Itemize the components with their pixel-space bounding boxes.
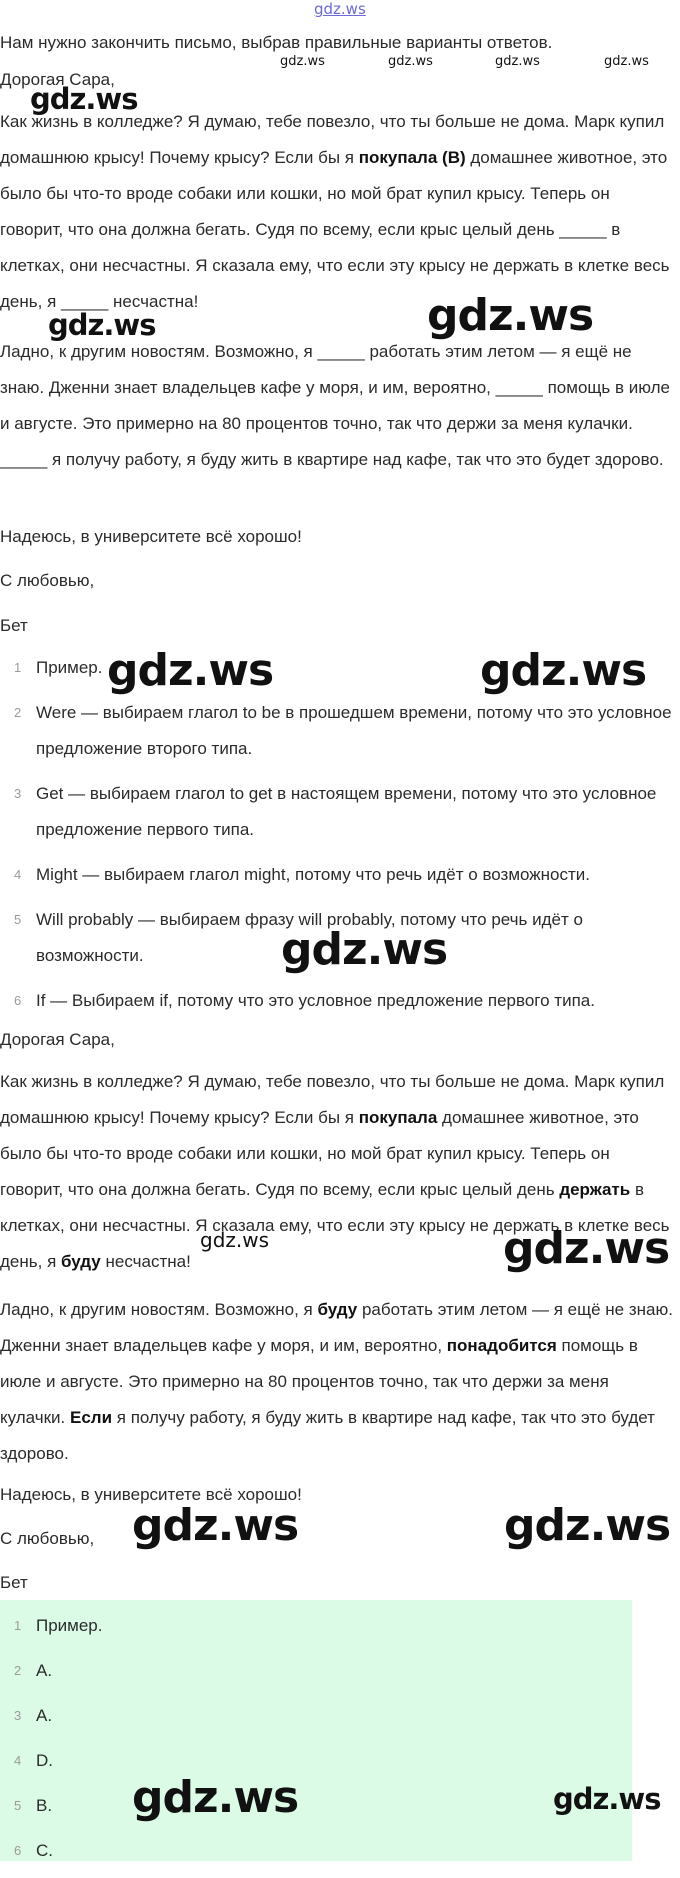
watermark[interactable]: gdz.ws — [504, 1500, 671, 1551]
explanation-item — [0, 776, 676, 848]
item-number: 1 — [14, 660, 22, 675]
watermark[interactable]: gdz.ws — [604, 54, 649, 69]
letter2-paragraph-2: Ладно, к другим новостям. Возможно, я буду работать этим летом — я ещё не знаю. Дженни знает владельцев кафе у моря, и им, вероятно, понадобится помощь в июле и августе. Это примерно на 80 процентов точно, так что держи за меня кулачки. Если я получу работу, я буду жить в квартире над кафе, так что это будет здорово. — [0, 1300, 673, 1463]
letter1-paragraph-1: Как жизнь в колледже? Я думаю, тебе повезло, что ты больше не дома. Марк купил домашнюю крысу! Почему крысу? Если бы я покупала (B) домашнее животное, это было бы что-то вроде собаки или кошки, но мой брат купил крысу. Теперь он говорит, что она должна бегать. Судя по всему, если крыс целый день _____ в клетках, они несчастны. Я сказала ему, что если эту крысу не держать в клетке весь день, я _____ несчастна! — [0, 112, 670, 311]
watermark[interactable]: gdz.ws — [107, 645, 274, 696]
watermark[interactable]: gdz.ws — [503, 1223, 670, 1274]
item-text: B. — [36, 1796, 53, 1815]
item-number: 1 — [14, 1618, 22, 1633]
item-text: Might — выбираем глагол might, потому что речь идёт о возможности. — [36, 865, 591, 884]
answer-item — [0, 1653, 676, 1689]
watermark[interactable]: gdz.ws — [132, 1772, 299, 1823]
answer-item — [0, 1608, 676, 1644]
watermark[interactable]: gdz.ws — [427, 290, 594, 341]
item-text: Пример. — [36, 658, 103, 677]
letter2-paragraph-1: Как жизнь в колледже? Я думаю, тебе повезло, что ты больше не дома. Марк купил домашнюю крысу! Почему крысу? Если бы я покупала домашнее животное, это было бы что-то вроде собаки или кошки, но мой брат купил крысу. Теперь он говорит, что она должна бегать. Судя по всему, если крыс целый день держать в клетках, они несчастны. Я сказала ему, что если эту крысу не держать в клетке весь день, я буду несчастна! — [0, 1072, 670, 1271]
watermark[interactable]: gdz.ws — [48, 308, 156, 342]
letter1-closing: С любовью, — [0, 571, 95, 590]
answers-list — [0, 1608, 676, 1878]
item-number: 5 — [14, 912, 22, 927]
item-number: 3 — [14, 1708, 22, 1723]
letter1-greeting: Дорогая Сара, — [0, 70, 115, 89]
item-text: Will probably — выбираем фразу will probably, потому что речь идёт о возможности. — [36, 910, 583, 965]
item-text: D. — [36, 1751, 53, 1770]
watermark[interactable]: gdz.ws — [132, 1500, 299, 1551]
watermark[interactable]: gdz.ws — [281, 924, 448, 975]
explanation-item — [0, 857, 676, 893]
answer-item — [0, 1743, 676, 1779]
letter1-paragraph-2: Ладно, к другим новостям. Возможно, я _____ работать этим летом — я ещё не знаю. Дженни знает владельцев кафе у моря, и им, вероятно, _____ помощь в июле и августе. Это примерно на 80 процентов точно, так что держи за меня кулачки. _____ я получу работу, я буду жить в квартире над кафе, так что это будет здорово. — [0, 342, 670, 469]
watermark[interactable]: gdz.ws — [314, 0, 366, 18]
item-number: 4 — [14, 867, 22, 882]
explanation-item — [0, 983, 676, 1019]
letter1-signature: Бет — [0, 616, 28, 635]
item-text: Were — выбираем глагол to be в прошедшем времени, потому что это условное предложение второго типа. — [36, 703, 672, 758]
item-text: If — Выбираем if, потому что это условное предложение первого типа. — [36, 991, 595, 1010]
letter1-paragraph-3: Надеюсь, в университете всё хорошо! — [0, 527, 302, 546]
watermark[interactable]: gdz.ws — [480, 645, 647, 696]
item-number: 5 — [14, 1798, 22, 1813]
item-number: 2 — [14, 705, 22, 720]
letter2-signature: Бет — [0, 1573, 28, 1592]
watermark[interactable]: gdz.ws — [30, 82, 138, 116]
explanation-item — [0, 695, 676, 767]
item-text: Пример. — [36, 1616, 103, 1635]
answer-item — [0, 1698, 676, 1734]
answers-panel — [0, 1600, 632, 1861]
instruction: Нам нужно закончить письмо, выбрав правильные варианты ответов. — [0, 33, 553, 52]
watermark[interactable]: gdz.ws — [280, 54, 325, 69]
item-text: C. — [36, 1841, 53, 1860]
item-number: 6 — [14, 993, 22, 1008]
item-text: A. — [36, 1661, 53, 1680]
item-number: 6 — [14, 1843, 22, 1858]
watermark[interactable]: gdz.ws — [388, 54, 433, 69]
letter2-paragraph-3: Надеюсь, в университете всё хорошо! — [0, 1485, 302, 1504]
item-number: 3 — [14, 786, 22, 801]
watermark[interactable]: gdz.ws — [200, 1228, 270, 1252]
answer-item — [0, 1833, 676, 1869]
watermark[interactable]: gdz.ws — [553, 1782, 661, 1816]
letter2-closing: С любовью, — [0, 1529, 95, 1548]
watermark[interactable]: gdz.ws — [495, 54, 540, 69]
item-text: A. — [36, 1706, 53, 1725]
item-text: Get — выбираем глагол to get в настоящем времени, потому что это условное предложение первого типа. — [36, 784, 657, 839]
letter2-greeting: Дорогая Сара, — [0, 1030, 115, 1049]
item-number: 4 — [14, 1753, 22, 1768]
item-number: 2 — [14, 1663, 22, 1678]
